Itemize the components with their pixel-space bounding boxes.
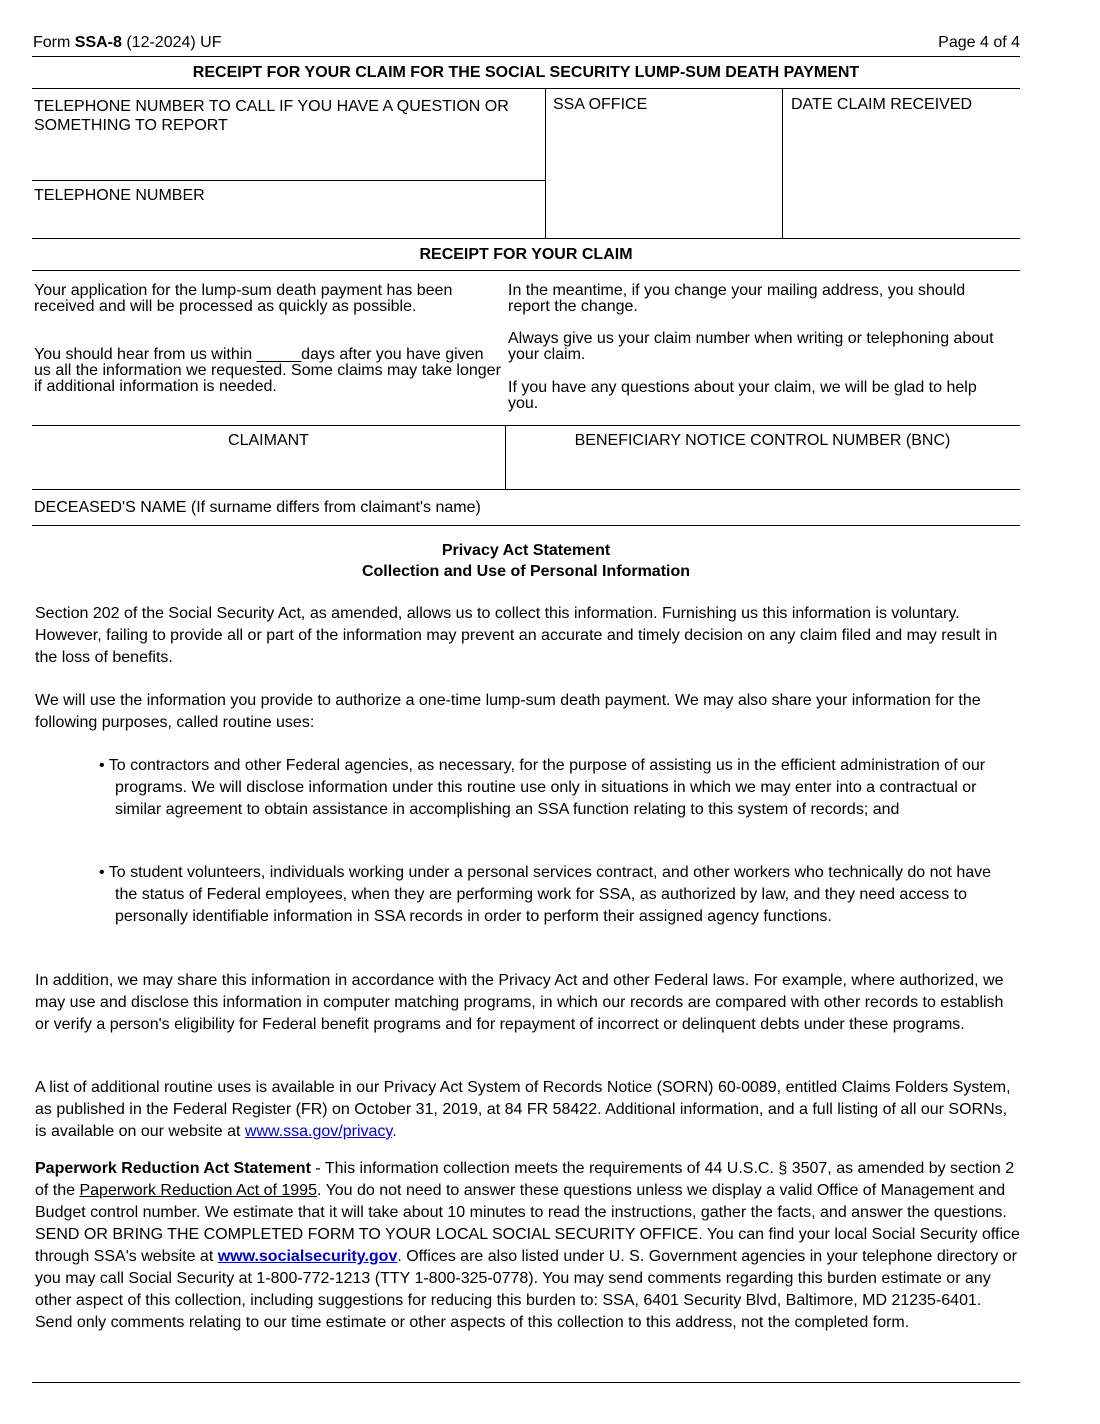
- deceased-name-label: DECEASED'S NAME (If surname differs from claimant's name): [34, 499, 481, 516]
- form-revision: (12-2024) UF: [121, 34, 222, 51]
- paperwork-heading: Paperwork Reduction Act Statement: [35, 1160, 311, 1177]
- privacy-bullet-2: • To student volunteers, individuals working under a personal services contract, and other workers who technically do not have the status of Federal employees, when they are performing work for SSA, as authorized by law, and they need access to personally identifiable information in SSA records in order to perform their assigned agency functions.: [99, 864, 992, 925]
- receipt-right-p3: If you have any questions about your claim, we will be glad to help you.: [508, 379, 977, 412]
- socialsecurity-link[interactable]: www.socialsecurity.gov: [217, 1248, 398, 1265]
- divider: [32, 238, 1020, 239]
- claimant-label: CLAIMANT: [228, 432, 309, 449]
- paperwork-t3: . Offices are also listed under U. S. Government agencies in your telephone directory or you may call Social Security at 1-800-772-1213 (TTY 1-800-325-0778). You may send comments regarding this burden estimate or any other aspect of this collection, including suggestions for reducing this burden to: SSA, 6401 Security Blvd, Baltimore, MD 21235-6401. Send only comments relating to our time estimate or other aspects of this collection to this address, not the completed form.: [35, 1248, 1017, 1331]
- receipt-title: RECEIPT FOR YOUR CLAIM FOR THE SOCIAL SECURITY LUMP-SUM DEATH PAYMENT: [192, 64, 860, 81]
- phone-number-label: TELEPHONE NUMBER: [34, 187, 205, 204]
- divider: [32, 270, 1020, 271]
- divider: [32, 180, 545, 181]
- privacy-p1: Section 202 of the Social Security Act, as amended, allows us to collect this information. Furnishing us this information is voluntary. However, failing to provide all or part of the information may prevent an accurate and timely decision on any claim filed and may result in the loss of benefits.: [35, 605, 998, 666]
- divider: [32, 88, 1020, 89]
- divider: [32, 489, 1020, 490]
- receipt-right-p2: Always give us your claim number when writing or telephoning about your claim.: [508, 330, 994, 363]
- privacy-link[interactable]: www.ssa.gov/privacy: [244, 1123, 393, 1140]
- receipt-left-p2: [34, 347, 504, 395]
- receipt-left-p2-b: days after you have given us all the information we requested. Some claims may take longer if additional information is needed.: [34, 346, 501, 395]
- days-blank: _____: [256, 346, 302, 363]
- divider: [782, 88, 783, 238]
- receipt-right-p1: In the meantime, if you change your mailing address, you should report the change.: [508, 282, 966, 315]
- form-number: [33, 34, 222, 52]
- bnc-label: BENEFICIARY NOTICE CONTROL NUMBER (BNC): [574, 432, 951, 449]
- privacy-p2: We will use the information you provide to authorize a one-time lump-sum death payment. We may also share your information for the following purposes, called routine uses:: [35, 692, 981, 731]
- privacy-title: Privacy Act Statement: [441, 542, 611, 559]
- paperwork-act-name: Paperwork Reduction Act of 1995: [79, 1182, 317, 1199]
- privacy-p4: [35, 1077, 1020, 1143]
- divider: [545, 88, 546, 238]
- form-prefix: Form: [33, 34, 75, 51]
- form-id: SSA-8: [74, 34, 122, 51]
- divider: [32, 425, 1020, 426]
- paperwork-t2: . You do not need to answer these questions unless we display a valid Office of Management and Budget control number. We estimate that it will take about 10 minutes to read the instructions, gather the facts, and answer the questions. SEND OR BRING THE COMPLETED FORM TO YOUR LOCAL SOCIAL SECURITY OFFICE. You can find your local Social Security office through SSA's website at: [35, 1182, 1020, 1265]
- privacy-bullet-1: • To contractors and other Federal agencies, as necessary, for the purpose of assisting us in the efficient administration of our programs. We will disclose information under this routine use only in situations in which we may enter into a contractual or similar agreement to obtain assistance in accomplishing an SSA function relating to this system of records; and: [99, 757, 986, 818]
- privacy-p4-text: A list of additional routine uses is available in our Privacy Act System of Records Notice (SORN) 60-0089, entitled Claims Folders System, as published in the Federal Register (FR) on October 31, 2019, at 84 FR 58422. Additional information, and a full listing of all our SORNs, is available on our website at: [35, 1079, 1011, 1140]
- privacy-p4-end: .: [392, 1123, 397, 1140]
- date-received-label: DATE CLAIM RECEIVED: [791, 96, 973, 113]
- receipt-left-p1: Your application for the lump-sum death payment has been received and will be processed as quickly as possible.: [34, 282, 453, 315]
- ssa-office-label: SSA OFFICE: [553, 96, 648, 113]
- page-number: Page 4 of 4: [938, 34, 1020, 51]
- divider: [32, 56, 1020, 57]
- privacy-p3: In addition, we may share this information in accordance with the Privacy Act and other Federal laws. For example, where authorized, we may use and disclose this information in computer matching programs, in which our records are compared with other records to establish or verify a person's eligibility for Federal benefit programs and for repayment of incorrect or delinquent debts under these programs.: [35, 972, 1004, 1033]
- privacy-subtitle: Collection and Use of Personal Information: [361, 563, 691, 580]
- phone-question-label: TELEPHONE NUMBER TO CALL IF YOU HAVE A QUESTION OR SOMETHING TO REPORT: [34, 98, 509, 134]
- paperwork-t1: - This information collection meets the requirements of 44 U.S.C. § 3507, as amended by section 2 of the: [35, 1160, 1015, 1199]
- divider: [32, 525, 1020, 526]
- divider: [32, 1382, 1020, 1383]
- receipt-claim-title: RECEIPT FOR YOUR CLAIM: [419, 246, 633, 263]
- paperwork-statement: [35, 1158, 1020, 1334]
- receipt-left-p2-a: You should hear from us within: [34, 346, 257, 363]
